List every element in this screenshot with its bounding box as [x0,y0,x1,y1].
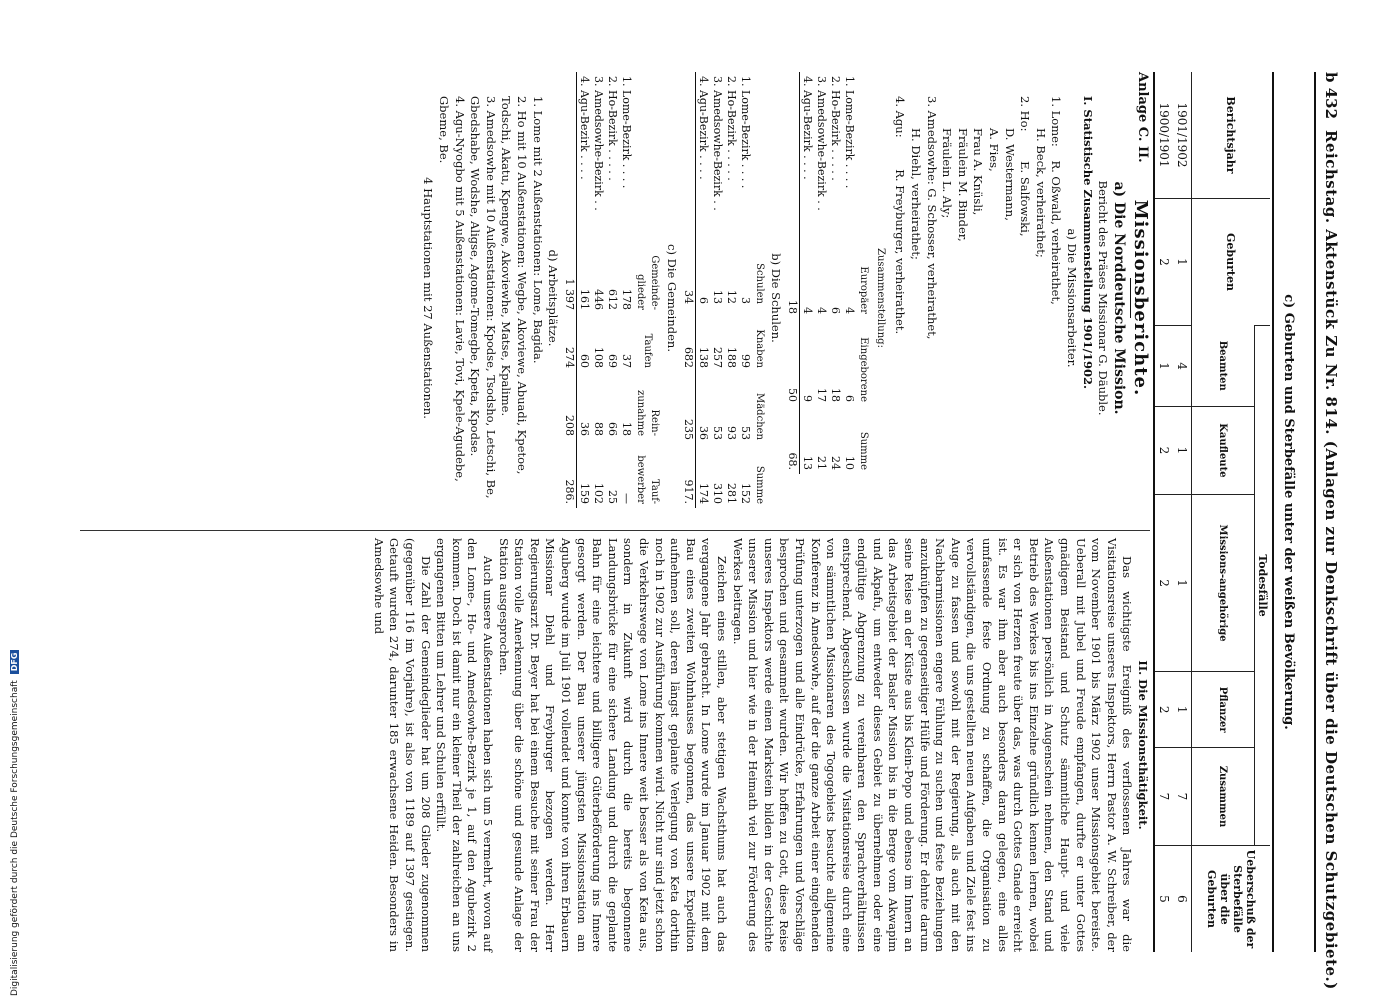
communities-heading: c) Die Gemeinden. [664,244,679,352]
workplace-item: 4. Agu-Nyogbo mit 5 Außenstationen: Lavie, Tovi, Kpele-Agudebe, Gbeme, Be. [436,96,467,482]
page-number: b 432 [1322,72,1340,120]
header-rule [1314,72,1316,952]
mission-subtitle: a) Die Norddeutsche Mission. [1110,181,1127,415]
report-by: Bericht des Präses Missionar G. Däuble. [1096,180,1111,416]
right-column [70,538,1150,952]
table-total-row: 18 50 68. [785,72,800,474]
col-year: Berichtsjahr [1192,72,1271,199]
table-row: 1. Lome-Bezirk . . . . 3 99 53 152 [738,76,752,504]
workers-ho: 2. Ho: E. Salfowski, [1018,96,1033,237]
column-separator [80,530,1150,531]
workplace-total: 4 Hauptstationen mit 27 Außenstationen. [421,177,436,419]
paragraph: Das wichtigste Ereigniß des verflossenen Jahres war die Visitationsreise unseres Inspektors, Herrn Pastor A. W. Schreiber, der vom November 1901 bis März 1902 unser Missionsgebiet bereiste. Ueberall mit Jubel und Freude empfangen, durfte er unter Gottes gnädigem Beistand und Schutz sämmtliche Haupt- und viele Außenstationen persönlich in Augenschein nehmen, den Stand und Betrieb des Werkes bis ins Einzelne gründlich kennen lernen, wobei er sich von Herzen freute über das, was durch Gottes Gnade erreicht ist. Es war ihm aber auch besonders daran gelegen, eine alles umfassende feste Ordnung zu schaffen, die Organisation zu vervollständigen, die uns gestellten neuen Aufgaben und Ziele fest ins Auge zu fassen und sowohl mit der Regierung, als auch mit den Nachbarmissionen engere Fühlung zu suchen und feste Beziehungen anzuknüpfen zu gegenseitiger Hülfe und Förderung. Er dehnte darum seine Reise an der Küste aus bis Klein-Popo und ebenso im Innern an das Arbeitsgebiet der Basler Mission bis in die Berge vom Akwapim und Akpafu, um entweder dieses Gebiet zu übernehmen oder eine endgültige Abgrenzung zu vereinbaren den Sprachverhältnissen entsprechend. Abgeschlossen wurde die Visitationsreise durch eine von sämmtlichen Missionaren des Togogebiets besuchte allgemeine Konferenz in Amedsowhe, auf der die ganze Arbeit einer eingehenden Prüfung unterzogen und alle Eindrücke, Erfahrungen und Vorschläge besprochen und gesammelt wurden. Wir hoffen zu Gott, diese Reise unseres Inspektors werde einen Markstein bilden in der Geschichte unserer Mission und hier wie in der Heimath viel zur Förderung des Werkes beitragen. [730,538,1135,952]
col-surplus: Ueberschuß der Sterbefälle über die Geburten [1192,846,1271,953]
births-deaths-table [1153,72,1270,952]
table-row: 3. Amedsowhe-Bezirk . . 13 257 53 310 [710,76,724,504]
table-row: 1. Lome-Bezirk . . . . 4 6 10 [843,76,857,470]
workplace-item: 3. Amedsowhe mit 10 Außenstationen: Kpodse, Tsodsho, Letschi, Be, Gbedshabe, Wodshe, Aligse, Agome-Tomegbe, Kpeta, Kpodse. [468,96,498,499]
table-row: 2. Ho-Bezirk . . . . . 6 18 24 [829,76,843,470]
communities-table: Gemeinde-glieder Taufen Rein-zunahme Tauf-bewerber 1. Lome-Bezirk . . . . 178 37 18 — 2. Ho-Bezirk . . . . . 612 69 66 25 3. Amedsowhe-Bezirk . . 446 108 88 102 4. Agu-Bezirk . . . . 161 60 36 159 1 397 274 208 286. [562,72,661,508]
table-row: 1900/1901 2 1 2 2 2 7 5 [1154,72,1173,952]
workplace-item: 2. Ho mit 10 Außenstationen: Wegbe, Akoviewe, Abuadi, Kpetoe, Todschi, Akatu, Kpengwe, Akoviewhe, Matse, Kpalime. [499,96,529,475]
col-deaths-group: Todesfälle [1255,326,1271,846]
workplaces-heading: d) Arbeitsplätze. [546,249,561,347]
section-2-heading: II. Die Missionsthätigkeit. [1136,660,1150,830]
col-officials: Beamten [1192,326,1255,407]
col-planters: Pflanzer [1192,672,1255,748]
rotated-page [70,72,1340,990]
col-total: Zusammen [1192,747,1255,845]
col-merchants: Kaufleute [1192,407,1255,495]
workers-lome: 1. Lome: R. Oßwald, verheirathet, [1049,96,1064,305]
table-row: 4. Agu-Bezirk . . . . 161 60 36 159 [578,76,592,504]
table-row: 1901/1902 1 4 1 1 1 7 6 [1173,72,1192,952]
table-top-rule [1272,72,1274,952]
workers-amedsowhe: 3. Amedsowhe: G. Schosser, verheirathet, [924,96,939,340]
table-row: 1. Lome-Bezirk . . . . 178 37 18 — [620,76,634,504]
col-births: Geburten [1192,199,1271,326]
section-main-title: Missionsberichte. [1130,199,1152,397]
page-title: Reichstag. Aktenstück Zu Nr. 814. (Anlagen zur Denkschrift über die Deutschen Schutzgebiete.) [1322,130,1340,990]
schools-table: Schulen Knaben Mädchen Summe 1. Lome-Bezirk . . . . 3 99 53 152 2. Ho-Bezirk . . . . . 12 188 93 281 3. Amedsowhe-Bezirk . . 13 257 53 310 4. Agu-Bezirk . . . . 6 138 36 174 34 682 235 917. [681,72,766,508]
table-row: 3. Amedsowhe-Bezirk . . 446 108 88 102 [592,76,606,504]
workers-agu: 4. Agu: R. Freyburger, verheirathet. [893,96,908,335]
births-table-title: c) Geburten und Sterbefälle unter der weißen Bevölkerung. [1281,294,1296,730]
workplace-item: 1. Lome mit 2 Außenstationen: Lome, Bagida. [530,96,545,364]
table-row: 4. Agu-Bezirk . . . . 6 138 36 174 [696,76,710,504]
paragraph: Die Zahl der Gemeindeglieder hat um 208 Glieder zugenommen (gegenüber 116 im Vorjahre), ist also von 1189 auf 1397 gestiegen. Getauft wurden 274, darunter 185 erwachsene Heiden. Besonders in Amedsowhe und [371,538,433,952]
anlage-label: Anlage C. II. [1135,72,1150,163]
table-row: 3. Amedsowhe-Bezirk . . 4 17 21 [815,76,829,470]
dfg-logo: DFG [10,650,19,675]
table-total-row: 1 397 274 208 286. [562,72,577,508]
table-row: 2. Ho-Bezirk . . . . . 12 188 93 281 [724,76,738,504]
summary-caption: Zusammenstellung: [874,248,886,348]
table-total-row: 34 682 235 917. [681,72,696,508]
section-1-heading: I. Statistische Zusammenstellung 1901/1902. [1080,96,1095,389]
digitization-note: Digitalisierung gefördert durch die Deutsche ForschungsgemeinschaftDFG [10,650,20,996]
paragraph: Zeichen eines stillen, aber stetigen Wachsthums hat auch das vergangene Jahr gebracht. In Lome wurde im Januar 1902 mit dem Bau eines zweiten Wohnhauses begonnen, das unsere Expedition aufnehmen soll, deren längst geplante Verlegung von Keta dorthin noch in 1902 zur Ausführung kommen wird. Nicht nur sind jetzt schon die Verkehrswege von Lome ins Innere weit besser als von Keta aus, sondern in Zukunft wird durch die bereits begonnene Landungsbrücke für eine sichere Landung und durch die geplante Bahn für eine leichtere und billigere Güterbeförderung ins Innere gesorgt werden. Der Bau unserer jüngsten Missionsstation am Aguberg wurde im Juli 1901 vollendet und konnte von ihren Erbauern Missionar Diehl und Freyburger bezogen werden. Herr Regierungsarzt Dr. Beyer hat bei einem Besuche mit seiner Frau der Station volle Anerkennung über die schöne und gesunde Anlage der Station ausgesprochen. [496,538,729,952]
left-column: Anlage C. II. Missionsberichte. a) Die Norddeutsche Mission. Bericht des Präses Missionar G. Däuble. I. Statistische Zusammenstellung 1901/1902. a) Die Missionsarbeiter. 1. Lome: R. Oßwald, verheirathet, H. Beck, verheirathet; 2. Ho: E. Salfowski, D. Westermann, A. Fies, Frau A. Knüsli, Fräulein M. Binder, Fräulein L. Aly; 3. Amedsowhe: G. Schosser, verheirathet, H. Diehl, verheirathet; 4. Agu: R. Freyburger, verheirathet. Zusammenstellung: Europäer Eingeborene Summe 1. Lome-Bezirk . . . . 4 6 10 2. Ho-Bezirk . . . . . 6 18 24 3. Amedsowhe-Bezirk . . 4 17 21 4. Agu-Bezirk . . . . 4 9 13 18 50 68. b) Die Schulen. Schulen Knaben Mädchen Summe 1. Lome-Bezirk . . . . 3 99 53 152 2. Ho-Bezirk . . . . . 12 188 93 281 3. Amedsowhe-Bezirk . . 13 257 53 310 4. Agu-Bezirk . . . . 6 138 36 174 34 682 235 917. c) Die Gemeinden. Gemeinde-glieder Taufen Rein-zunahme Tauf-bewerber 1. Lome-Bezirk . . . . 178 37 18 — 2. Ho-Bezirk . . . . . 612 69 66 25 3. Amedsowhe-Bezirk . . 446 108 88 102 4. Agu-Bezirk . . . . 161 60 36 159 1 397 274 208 286. d) Arbeitsplätze. 1. Lome mit 2 Außenstationen: Lome, Bagida. 2. Ho mit 10 Außenstationen: Wegbe, Akoviewe, Abuadi, Kpetoe, Todschi, Akatu, Kpengwe, Akoviewhe, Matse, Kpalime. 3. Amedsowhe mit 10 Außenstationen: Kpodse, Tsodsho, Letschi, Be, Gbedshabe, Wodshe, Aligse, Agome-Tomegbe, Kpeta, Kpodse. 4. Agu-Nyogbo mit 5 Außenstationen: Lavie, Tovi, Kpele-Agudebe, Gbeme, Be. 4 Hauptstationen mit 27 Außenstationen. [70,72,1150,524]
workers-summary-table: Europäer Eingeborene Summe 1. Lome-Bezirk . . . . 4 6 10 2. Ho-Bezirk . . . . . 6 18 24 3. Amedsowhe-Bezirk . . 4 17 21 4. Agu-Bezirk . . . . 4 9 13 18 50 68. [785,72,870,474]
workers-heading: a) Die Missionsarbeiter. [1065,228,1080,368]
paragraph: Auch unsere Außenstationen haben sich um 5 vermehrt, wovon auf den Lome-, Ho- und Amedsowhe-Bezirk je 1, auf den Agubezirk 2 kommen. Doch ist damit nur ein kleiner Theil der zahlreichen an uns ergangenen Bitten um Lehrer und Schulen erfüllt. [434,538,496,952]
schools-heading: b) Die Schulen. [769,253,784,343]
col-missionaries: Missions-angehörige [1192,494,1255,672]
running-header [1318,72,1340,990]
table-row: 4. Agu-Bezirk . . . . 4 9 13 [801,76,815,470]
table-row: 2. Ho-Bezirk . . . . . 612 69 66 25 [606,76,620,504]
